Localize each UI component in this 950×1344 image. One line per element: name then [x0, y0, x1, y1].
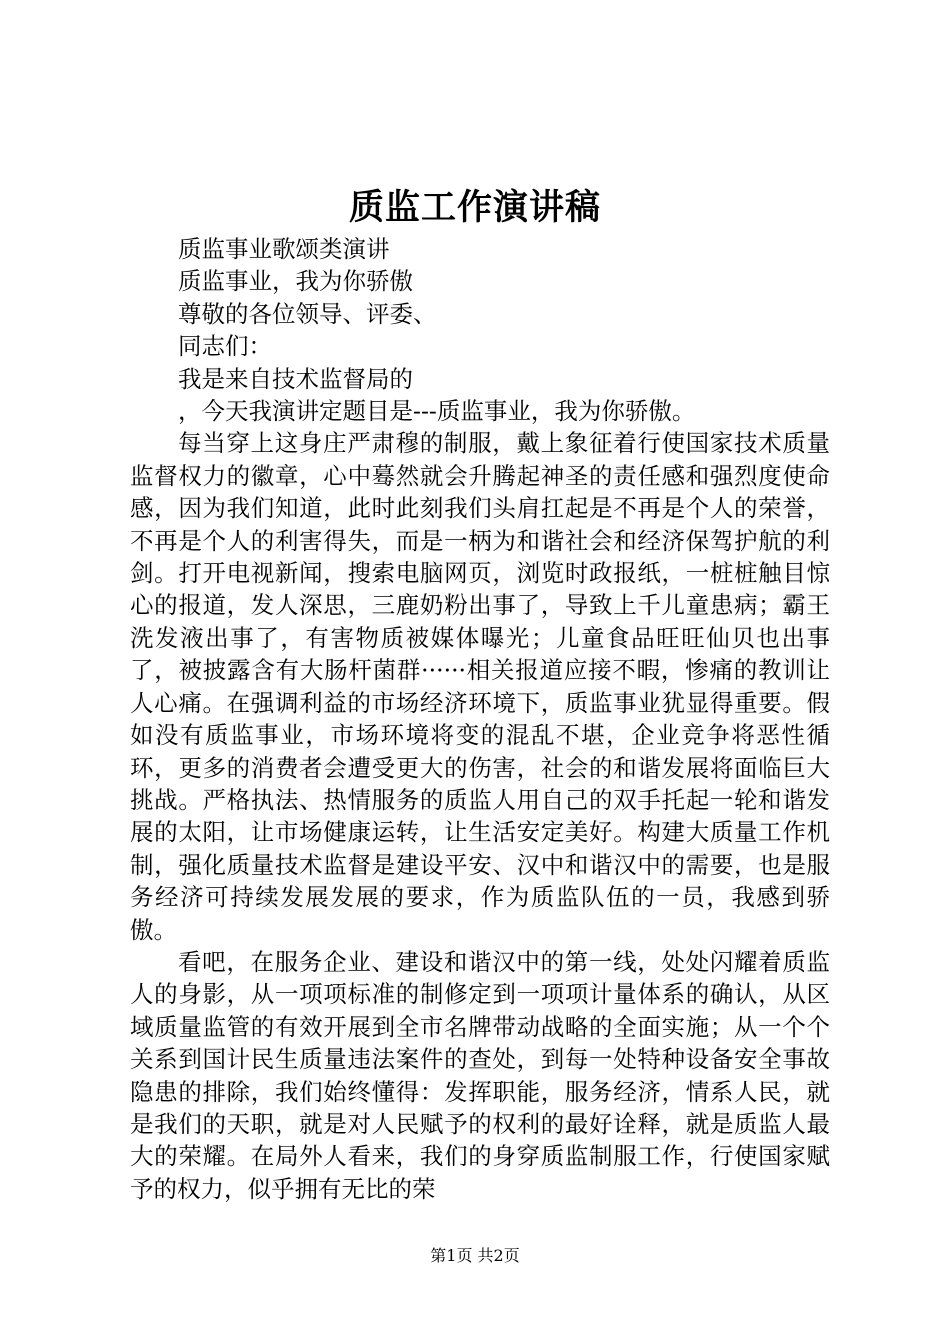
body-paragraph: 每当穿上这身庄严肃穆的制服，戴上象征着行使国家技术质量监督权力的徽章，心中蓦然就会升腾起神圣的责任感和强烈度使命感，因为我们知道，此时此刻我们头肩扛起是不再是个人的荣誉，不再是个人的利害得失，而是一柄为和谐社会和经济保驾护航的利剑。打开电视新闻，搜索电脑网页，浏览时政报纸，一桩桩触目惊心的报道，发人深思，三鹿奶粉出事了，导致上千儿童患病；霸王洗发液出事了，有害物质被媒体曝光；儿童食品旺旺仙贝也出事了，被披露含有大肠杆菌群······相关报道应接不暇，惨痛的教训让人心痛。在强调利益的市场经济环境下，质监事业犹显得重要。假如没有质监事业，市场环境将变的混乱不堪，企业竞争将恶性循环，更多的消费者会遭受更大的伤害，社会的和谐发展将面临巨大挑战。严格执法、热情服务的质监人用自己的双手托起一轮和谐发展的太阳，让市场健康运转，让生活安定美好。构建大质量工作机制，强化质量技术监督是建设平安、汉中和谐汉中的需要，也是服务经济可持续发展发展的要求，作为质监队伍的一员，我感到骄傲。 — [130, 429, 830, 944]
speech-title-line: 质监事业，我为你骄傲 — [178, 267, 413, 296]
intro-line: ，今天我演讲定题目是---质监事业，我为你骄傲。 — [178, 397, 696, 426]
page-number-footer: 第1页 共2页 — [430, 1246, 520, 1265]
document-body — [130, 233, 830, 1205]
salutation-line: 尊敬的各位领导、评委、 — [178, 299, 437, 328]
subtitle-line: 质监事业歌颂类演讲 — [178, 235, 390, 263]
body-paragraph: 看吧，在服务企业、建设和谐汉中的第一线，处处闪耀着质监人的身影，从一项项标准的制修定到一项项计量体系的确认，从区域质量监管的有效开展到全市名牌带动战略的全面实施；从一个个关系到国计民生质量违法案件的查处，到每一处特种设备安全事故隐患的排除，我们始终懂得：发挥职能，服务经济，情系人民，就是我们的天职，就是对人民赋予的权利的最好诠释，就是质监人最大的荣耀。在局外人看来，我们的身穿质监制服工作，行使国家赋予的权力，似乎拥有无比的荣 — [130, 947, 830, 1203]
intro-line: 我是来自技术监督局的 — [178, 364, 413, 393]
salutation-line: 同志们： — [178, 332, 272, 361]
document-title: 质监工作演讲稿 — [348, 187, 601, 228]
